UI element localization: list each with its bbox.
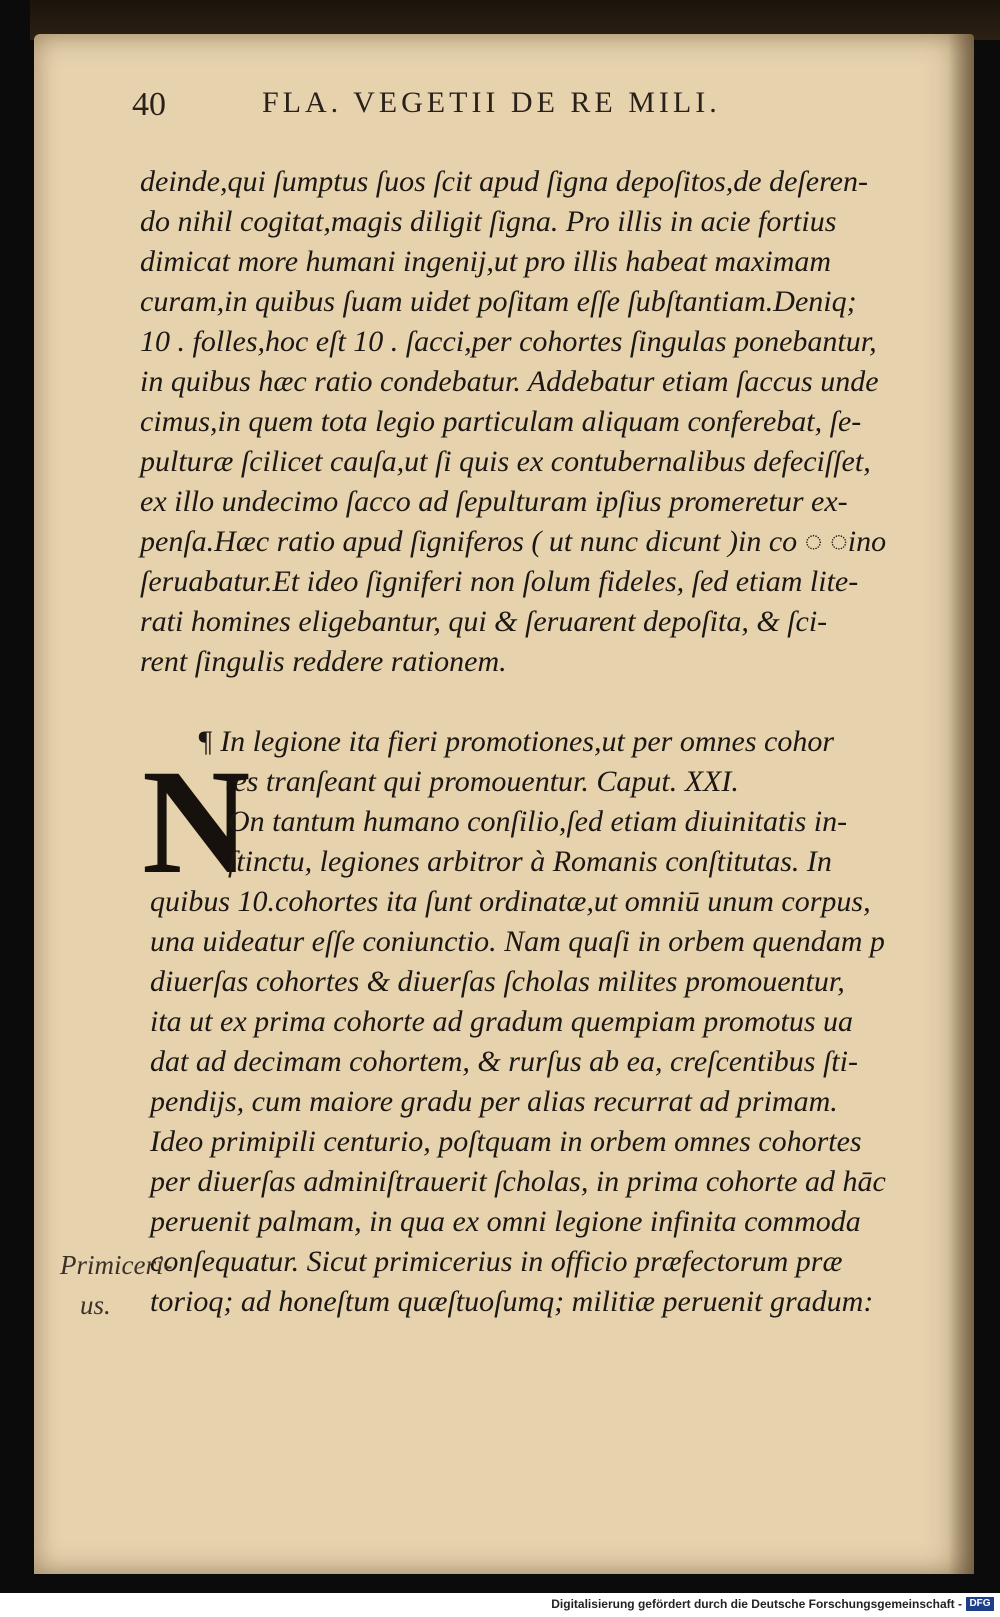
- heading-line: tes tranſeant qui promouentur. Caput. XXI.: [225, 765, 739, 798]
- text-line: pendijs, cum maiore gradu per alias recurrat ad primam.: [150, 1085, 838, 1118]
- text-line: dat ad decimam cohortem, & rurſus ab ea, creſcentibus ſti-: [150, 1045, 858, 1078]
- text-line: diuerſas cohortes & diuerſas ſcholas milites promouentur,: [150, 965, 845, 998]
- text-line: conſequatur. Sicut primicerius in officio præfectorum præ: [150, 1245, 843, 1278]
- text-line: Ideo primipili centurio, poſtquam in orbem omnes cohortes: [150, 1125, 862, 1158]
- page-shadow: [948, 34, 974, 1574]
- margin-note-line: Primiceri-: [60, 1250, 173, 1280]
- text-line: rati homines eligebantur, qui & ſeruarent depoſita, & ſci-: [140, 605, 828, 638]
- page-number: 40: [132, 86, 166, 123]
- text-line: torioq; ad honeſtum quæſtuoſumq; militiæ peruenit gradum:: [150, 1285, 874, 1318]
- text-line: ſtinctu, legiones arbitror à Romanis conſtitutas. In: [228, 845, 832, 878]
- text-line: cimus,in quem tota legio particulam aliquam conferebat, ſe-: [140, 405, 862, 438]
- text-line: penſa.Hæc ratio apud ſigniferos ( ut nunc dicunt )in co ◌ ◌ino: [140, 525, 887, 558]
- text-line: ita ut ex prima cohorte ad gradum quempiam promotus ua: [150, 1005, 854, 1038]
- text-line: in quibus hæc ratio condebatur. Addebatur etiam ſaccus unde: [140, 365, 879, 398]
- dfg-logo: DFG: [966, 1597, 994, 1611]
- text-line: ex illo undecimo ſacco ad ſepulturam ipſius promeretur ex-: [140, 485, 848, 518]
- text-line: peruenit palmam, in qua ex omni legione infinita commoda: [150, 1205, 861, 1238]
- running-header: [132, 80, 832, 130]
- text-line: dimicat more humani ingenij,ut pro illis habeat maximam: [140, 245, 832, 278]
- margin-note-line: us.: [80, 1290, 111, 1320]
- text-line: deinde,qui ſumptus ſuos ſcit apud ſigna depoſitos,de deſeren-: [140, 165, 868, 198]
- text-line: pulturæ ſcilicet cauſa,ut ſi quis ex contubernalibus defeciſſet,: [140, 445, 871, 478]
- text-line: rent ſingulis reddere rationem.: [140, 645, 507, 678]
- funding-credit: Digitalisierung gefördert durch die Deutsche Forschungsgemeinschaft -: [551, 1597, 962, 1611]
- text-line: do nihil cogitat,magis diligit ſigna. Pro illis in acie fortius: [140, 205, 837, 238]
- text-line: quibus 10.cohortes ita ſunt ordinatæ,ut omniū unum corpus,: [150, 885, 871, 918]
- text-line: On tantum humano conſilio,ſed etiam diuinitatis in-: [228, 805, 848, 838]
- text-line: 10 . folles,hoc eſt 10 . ſacci,per cohortes ſingulas ponebantur,: [140, 325, 877, 358]
- text-line: ſeruabatur.Et ideo ſigniferi non ſolum fideles, ſed etiam lite-: [140, 565, 859, 598]
- text-line: curam,in quibus ſuam uidet poſitam eſſe ſubſtantiam.Deniq;: [140, 285, 857, 318]
- running-title: FLA. VEGETII DE RE MILI.: [262, 86, 721, 119]
- text-line: per diuerſas adminiſtrauerit ſcholas, in prima cohorte ad hāc: [150, 1165, 886, 1198]
- heading-line: ¶ In legione ita fieri promotiones,ut per omnes cohor: [197, 725, 835, 758]
- drop-cap: N: [142, 739, 251, 905]
- text-line: una uideatur eſſe coniunctio. Nam quaſi in orbem quendam p: [150, 925, 885, 958]
